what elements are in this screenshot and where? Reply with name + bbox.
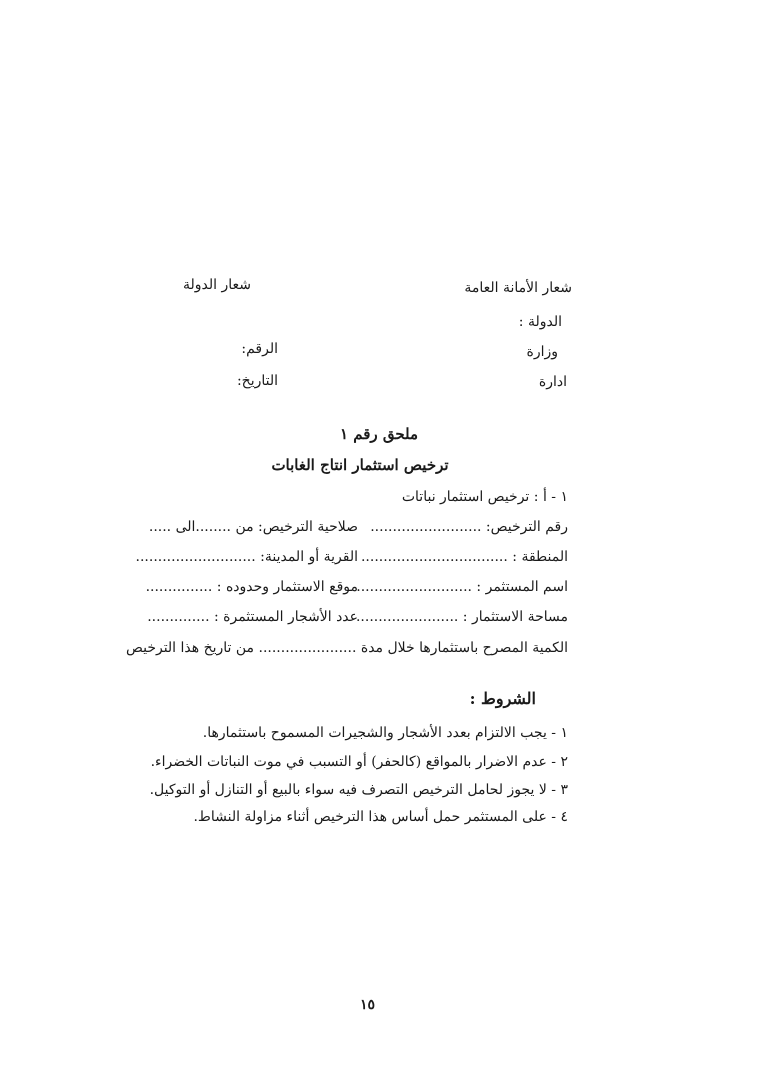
field-quantity: الكمية المصرح باستثمارها خلال مدة ...................... من تاريخ هذا الترخيص xyxy=(125,640,568,656)
date-label: التاريخ: xyxy=(236,373,278,389)
state-label: الدولة : xyxy=(518,314,562,330)
condition-item-2: ٢ - عدم الاضرار بالمواقع (كالحفر) أو التسبب في موت النباتات الخضراء. xyxy=(150,754,568,770)
field-license-validity: صلاحية الترخيص: من ........الى ..... xyxy=(148,519,358,535)
field-tree-count: عدد الأشجار المستثمرة : .............. xyxy=(147,609,358,625)
field-investment-area: مساحة الاستثمار : ....................... xyxy=(355,609,568,625)
condition-item-1: ١ - يجب الالتزام بعدد الأشجار والشجيرات المسموح باستثمارها. xyxy=(202,725,568,741)
appendix-title: ملحق رقم ١ xyxy=(339,425,419,443)
number-label: الرقم: xyxy=(241,341,278,357)
section-heading: ١ - أ : ترخيص استثمار نباتات xyxy=(401,489,568,505)
condition-item-3: ٣ - لا يجوز لحامل الترخيص التصرف فيه سواء بالبيع أو التنازل أو التوكيل. xyxy=(149,782,568,798)
left-logo-label: شعار الدولة xyxy=(183,277,251,293)
field-investor-name: اسم المستثمر : .......................... xyxy=(356,579,568,595)
field-village-city: القرية أو المدينة: ........................... xyxy=(135,549,358,565)
field-license-number: رقم الترخيص: ......................... xyxy=(370,519,568,535)
right-logo-label: شعار الأمانة العامة xyxy=(464,280,572,296)
field-investment-site: موقع الاستثمار وحدوده : ............... xyxy=(145,579,358,595)
appendix-subtitle: ترخيص استثمار انتاج الغابات xyxy=(271,456,449,474)
field-region: المنطقة : ................................. xyxy=(360,549,568,565)
ministry-label: وزارة xyxy=(526,344,558,360)
conditions-heading: الشروط : xyxy=(469,689,536,708)
condition-item-4: ٤ - على المستثمر حمل أساس هذا الترخيص أثناء مزاولة النشاط. xyxy=(193,809,568,825)
page-number: ١٥ xyxy=(359,997,376,1013)
department-label: ادارة xyxy=(538,374,567,390)
